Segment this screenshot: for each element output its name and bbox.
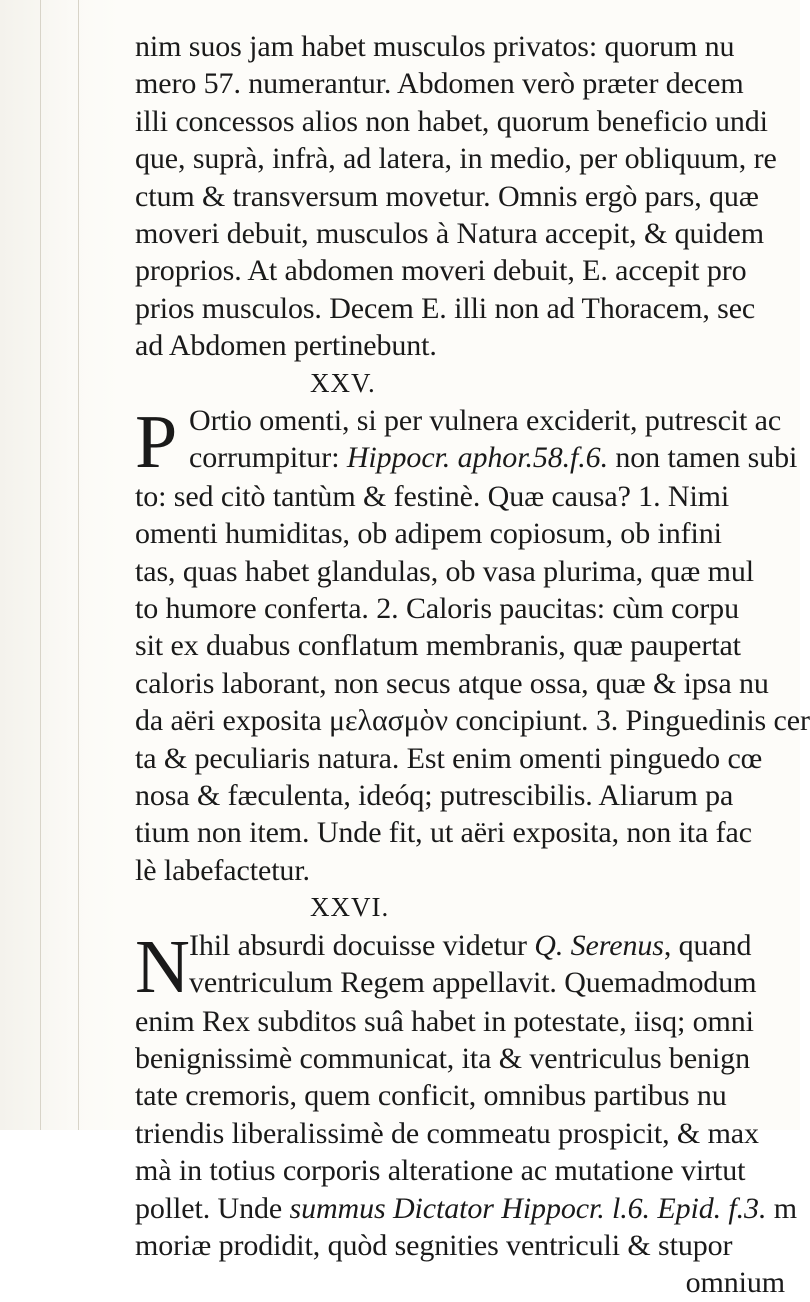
text-line: enim Rex subditos suâ habet in potestate, iisq; omni: [135, 1004, 754, 1038]
text-line: que, suprà, infrà, ad latera, in medio, per obliquum, re: [135, 142, 777, 176]
catchword: omnium: [685, 1266, 785, 1300]
text-line: nim suos jam habet musculos privatos: quorum nu: [135, 30, 735, 63]
text-run: pollet. Unde: [135, 1191, 290, 1225]
text-line: triendis liberalissimè de commeatu prospicit, & max: [135, 1116, 759, 1150]
text-line: tium non item. Unde fit, ut aëri exposita, non ita fac: [135, 816, 752, 850]
text-line: mero 57. numerantur. Abdomen verò præter decem: [135, 67, 744, 101]
text-line: sit ex duabus conflatum membranis, quæ paupertat: [135, 629, 741, 663]
text-line: to: sed citò tantùm & festinè. Quæ causa? 1. Nimi: [135, 479, 730, 513]
text-line: ad Abdomen pertinebunt.: [135, 329, 437, 363]
text-line: prios musculos. Decem E. illi non ad Thoracem, sec: [135, 291, 756, 325]
page-edge-line: [78, 0, 79, 1130]
text-line: ventriculum Regem appellavit. Quemadmodum: [189, 965, 757, 999]
section-xxv: [135, 399, 810, 889]
drop-cap: P: [135, 399, 178, 484]
drop-cap: N: [135, 924, 190, 1009]
citation: summus Dictator Hippocr. l.6. Epid. f.3.: [289, 1191, 767, 1225]
text-line: caloris laborant, non secus atque ossa, quæ & ipsa nu: [135, 666, 769, 700]
text-line: omenti humiditas, ob adipem copiosum, ob infini: [135, 517, 722, 551]
text-line: tas, quas habet glandulas, ob vasa plurima, quæ mul: [135, 554, 754, 588]
text-line: da aëri exposita μελασμὸν concipiunt. 3. Pinguedinis cer: [135, 704, 810, 738]
section-heading-xxvi: XXVI.: [310, 892, 390, 923]
text-line: to humore conferta. 2. Caloris paucitas: cùm corpu: [135, 592, 739, 626]
text-run: non tamen subi: [607, 441, 798, 475]
text-block: [135, 28, 810, 1302]
text-line: Ortio omenti, si per vulnera exciderit, putrescit ac: [189, 403, 782, 437]
text-run: , quand: [663, 928, 752, 962]
page-edge-line: [40, 0, 41, 1130]
text-line: proprios. At abdomen moveri debuit, E. accepit pro: [135, 254, 747, 288]
text-run: m: [766, 1191, 797, 1225]
section-heading-xxv: XXV.: [310, 367, 376, 398]
text-line: lè labefactetur.: [135, 853, 310, 887]
text-line: ctum & transversum movetur. Omnis ergò pars, quæ: [135, 179, 759, 213]
text-line: mà in totius corporis alteratione ac mutatione virtut: [135, 1154, 746, 1188]
text-line: [135, 439, 798, 476]
citation: Q. Serenus: [534, 928, 664, 962]
text-line: benignissimè communicat, ita & ventriculus benign: [135, 1041, 750, 1075]
citation: Hippocr. aphor.58.f.6.: [346, 441, 608, 475]
text-run: corrumpitur:: [189, 441, 347, 475]
text-line: nosa & fæculenta, ideóq; putrescibilis. Aliarum pa: [135, 779, 734, 813]
text-run: Ihil absurdi docuisse videtur: [189, 928, 535, 962]
page-fold-shadow: [0, 0, 120, 1130]
text-line: [135, 1190, 795, 1227]
section-xxvi: [135, 924, 797, 1302]
text-line: tate cremoris, quem conficit, omnibus partibus nu: [135, 1079, 727, 1113]
text-line: illi concessos alios non habet, quorum beneficio undi: [135, 104, 768, 138]
text-line: moriæ prodidit, quòd segnities ventriculi & stupor: [135, 1228, 733, 1262]
text-line: [135, 927, 795, 964]
text-line: moveri debuit, musculos à Natura accepit, & quidem: [135, 216, 764, 250]
text-line: ta & peculiaris natura. Est enim omenti pinguedo cœ: [135, 741, 763, 775]
